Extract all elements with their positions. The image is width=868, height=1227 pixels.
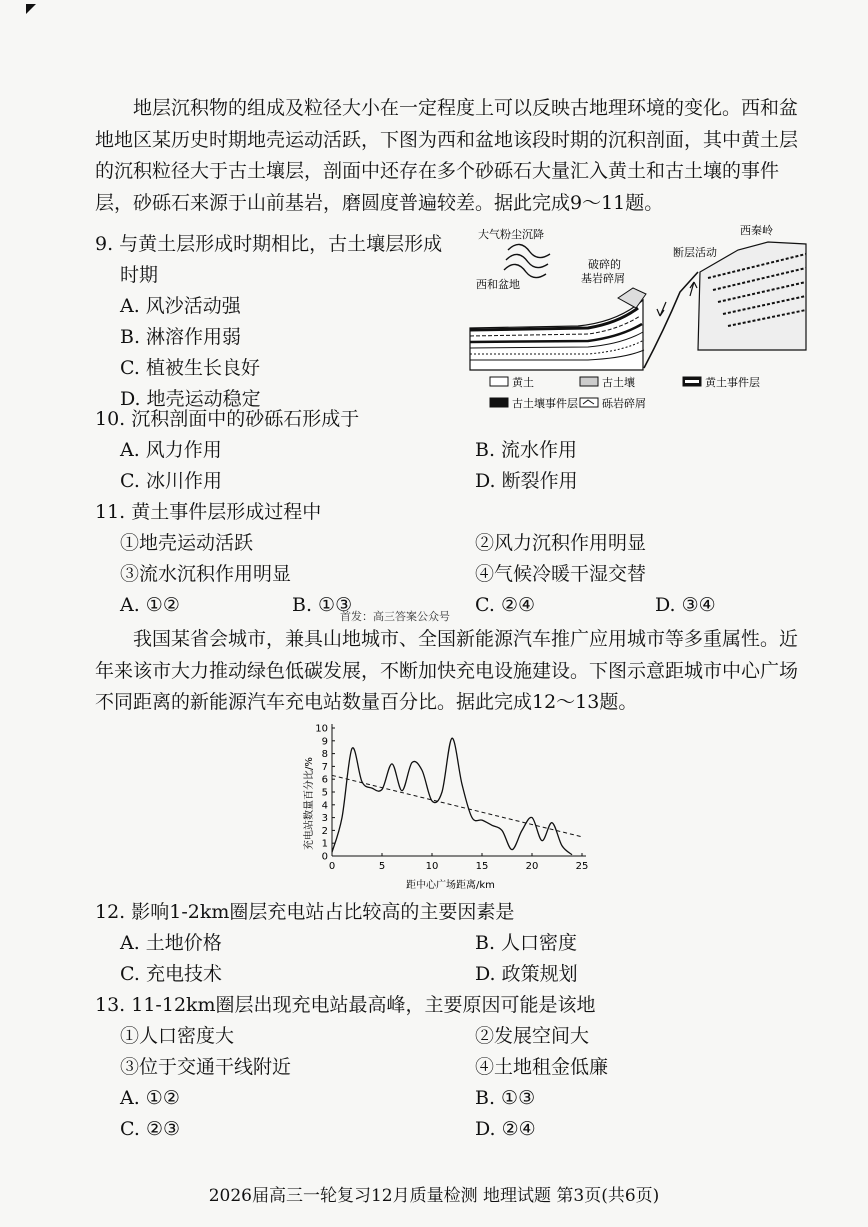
dust-arrow — [504, 264, 546, 277]
y-tick-label: 7 — [321, 761, 328, 773]
q13-option-b[interactable]: B. ①③ — [475, 1087, 536, 1109]
y-tick-label: 10 — [315, 723, 328, 735]
q9-option-b[interactable]: B. 淋溶作用弱 — [120, 326, 242, 348]
y-axis-label: 充电站数量百分比/% — [304, 757, 315, 850]
legend-paleosol-event: 古土壤事件层 — [512, 397, 578, 410]
x-tick-label: 20 — [525, 861, 539, 872]
q11-item-4: ④气候冷暖干湿交替 — [475, 563, 647, 585]
q12-stem: 12. 影响1-2km圈层充电站占比较高的主要因素是 — [95, 901, 515, 923]
x-tick-label: 25 — [575, 861, 589, 872]
label-rock2: 基岩碎屑 — [581, 272, 625, 285]
label-dust: 大气粉尘沉降 — [478, 228, 544, 241]
passage-2: 我国某省会城市，兼具山地城市、全国新能源汽车推广应用城市等多重属性。近年来该市大力推动绿色低碳发展，不断加快充电设施建设。下图示意距城市中心广场不同距离的新能源汽车充电站数量百分比。据此完成12～13题。 — [95, 628, 799, 713]
q11-option-b[interactable]: B. ①③ — [292, 594, 353, 616]
y-tick-label: 0 — [321, 851, 328, 863]
y-tick-label: 3 — [321, 813, 328, 825]
corner-mark — [26, 4, 36, 14]
sediment-profile-figure — [468, 220, 808, 420]
q10-option-c[interactable]: C. 冰川作用 — [120, 470, 222, 492]
y-tick-label: 8 — [321, 749, 328, 761]
legend-swatch-paleosol — [580, 377, 598, 386]
page-footer: 2026届高三一轮复习12月质量检测 地理试题 第3页(共6页) — [208, 1186, 660, 1206]
fault-line — [644, 272, 698, 368]
x-tick-label: 10 — [425, 861, 439, 872]
q13-stem: 13. 11-12km圈层出现充电站最高峰，主要原因可能是该地 — [95, 994, 596, 1016]
passage-1: 地层沉积物的组成及粒径大小在一定程度上可以反映古地理环境的变化。西和盆地地区某历史时期地壳运动活跃，下图为西和盆地该段时期的沉积剖面，其中黄土层的沉积粒径大于古土壤层，剖面中还存在多个砂砾石大量汇入黄土和古土壤的事件层，砂砾石来源于山前基岩，磨圆度普遍较差。据此完成9～11题。 — [95, 97, 799, 214]
y-tick-label: 4 — [321, 800, 328, 812]
legend-paleosol: 古土壤 — [602, 376, 635, 389]
label-rock: 破碎的 — [588, 258, 621, 271]
legend-swatch-loess-event-inner — [685, 380, 699, 383]
legend-loess-event: 黄土事件层 — [705, 376, 760, 389]
q11-option-a[interactable]: A. ①② — [120, 594, 180, 616]
q12-option-c[interactable]: C. 充电技术 — [120, 963, 222, 985]
y-tick-label: 2 — [321, 825, 328, 837]
q13-item-1: ①人口密度大 — [120, 1025, 235, 1047]
q13-item-3: ③位于交通干线附近 — [120, 1056, 292, 1078]
x-tick-label: 0 — [328, 861, 336, 872]
label-mountain: 西秦岭 — [740, 224, 773, 237]
q12-option-a[interactable]: A. 土地价格 — [120, 932, 222, 954]
dust-arrow — [508, 244, 550, 257]
charging-station-chart — [296, 718, 596, 893]
dust-arrow — [506, 254, 548, 267]
watermark: 首发：高三答案公众号 — [340, 610, 450, 623]
y-tick-label: 6 — [321, 774, 328, 786]
q10-option-a[interactable]: A. 风力作用 — [120, 439, 222, 461]
legend-swatch-debris — [580, 398, 598, 407]
y-tick-label: 1 — [321, 838, 328, 850]
q9-stem: 9. 与黄土层形成时期相比，古土壤层形成 — [95, 233, 443, 255]
trend-line — [332, 775, 582, 836]
q13-option-d[interactable]: D. ②④ — [475, 1118, 536, 1140]
q13-option-c[interactable]: C. ②③ — [120, 1118, 181, 1140]
legend-loess: 黄土 — [512, 376, 534, 389]
x-tick-label: 5 — [378, 861, 386, 872]
q11-option-d[interactable]: D. ③④ — [655, 594, 716, 616]
q13-option-a[interactable]: A. ①② — [120, 1087, 180, 1109]
series-curve — [332, 738, 572, 855]
q9-option-c[interactable]: C. 植被生长良好 — [120, 357, 260, 379]
label-basin: 西和盆地 — [476, 278, 520, 291]
q13-item-4: ④土地租金低廉 — [475, 1056, 609, 1078]
y-tick-label: 9 — [321, 736, 328, 748]
label-fault: 断层活动 — [673, 246, 717, 259]
legend-debris: 砾岩碎屑 — [602, 397, 646, 410]
q11-option-c[interactable]: C. ②④ — [475, 594, 536, 616]
q9-option-a[interactable]: A. 风沙活动强 — [120, 295, 241, 317]
q11-item-1: ①地壳运动活跃 — [120, 532, 254, 554]
legend-swatch-paleosol-event — [490, 398, 508, 407]
q10-option-d[interactable]: D. 断裂作用 — [475, 470, 578, 492]
q12-option-d[interactable]: D. 政策规划 — [475, 963, 578, 985]
y-tick-label: 5 — [321, 787, 328, 799]
q9-option-d[interactable]: D. 地壳运动稳定 — [120, 388, 261, 410]
x-axis-label: 距中心广场距离/km — [406, 880, 495, 891]
q9-stem-cont: 时期 — [120, 264, 159, 286]
q10-stem: 10. 沉积剖面中的砂砾石形成于 — [95, 408, 360, 430]
q12-option-b[interactable]: B. 人口密度 — [475, 932, 578, 954]
q11-stem: 11. 黄土事件层形成过程中 — [95, 501, 322, 523]
legend-swatch-loess — [490, 377, 508, 386]
q13-item-2: ②发展空间大 — [475, 1025, 590, 1047]
q10-option-b[interactable]: B. 流水作用 — [475, 439, 578, 461]
q11-item-3: ③流水沉积作用明显 — [120, 563, 292, 585]
x-tick-label: 15 — [475, 861, 489, 872]
q11-item-2: ②风力沉积作用明显 — [475, 532, 647, 554]
